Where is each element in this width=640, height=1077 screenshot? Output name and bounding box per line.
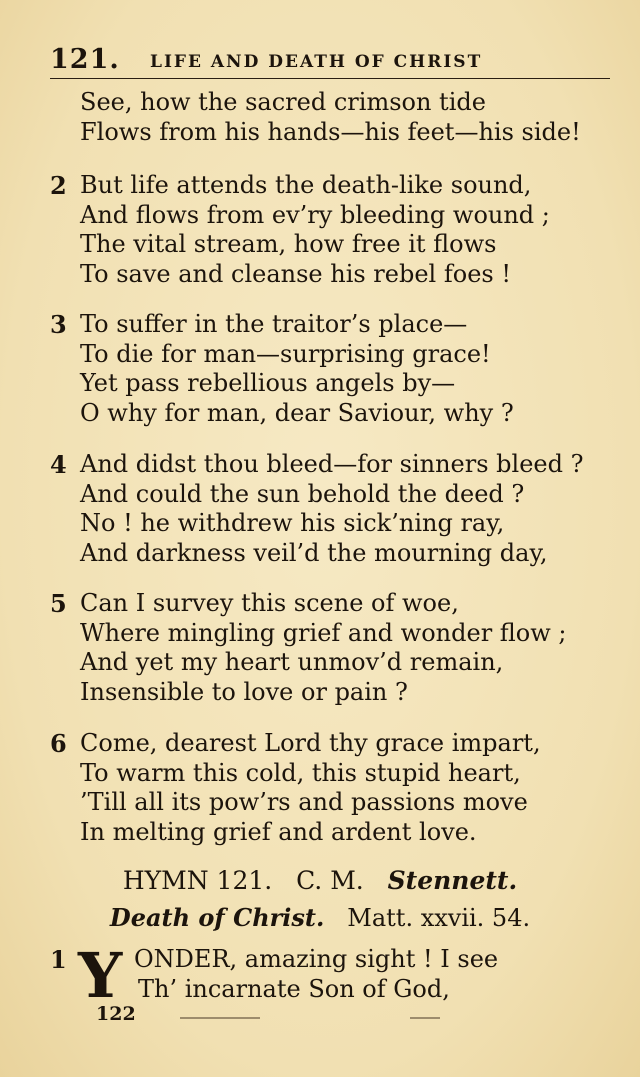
stanza-number: 3 (50, 310, 67, 339)
verse-line: To die for man—surprising grace! (80, 339, 491, 368)
verse-line: See, how the sacred crimson tide (80, 88, 486, 116)
verse-line: But life attends the death-like sound, (80, 171, 532, 199)
verse-line: Th’ incarnate Son of God, (138, 975, 450, 1003)
stanza-2 (50, 171, 610, 289)
verse-line: To save and cleanse his rebel foes ! (80, 259, 511, 288)
hymn-scripture: Matt. xxvii. 54. (347, 904, 531, 932)
hymn-heading (0, 866, 640, 895)
running-title: LIFE AND DEATH OF CHRIST (150, 52, 483, 72)
verse-line: And could the sun behold the deed ? (80, 479, 525, 508)
verse-line: And yet my heart unmov’d remain, (80, 648, 504, 676)
verse-line: And darkness veil’d the mourning day, (80, 538, 548, 567)
verse-line: Yet pass rebellious angels by— (80, 369, 456, 397)
stanza-number: 2 (50, 171, 67, 200)
hymn-author: Stennett. (387, 866, 518, 895)
verse-line: In melting grief and ardent love. (80, 817, 477, 846)
hymn-subject: Death of Christ. (109, 903, 325, 932)
stanza-number: 5 (50, 589, 67, 618)
stanza-5 (50, 589, 610, 707)
stanza-3 (50, 310, 610, 428)
verse-line: Come, dearest Lord thy grace impart, (80, 729, 541, 757)
verse-line: Flows from his hands—his feet—his side! (80, 117, 581, 146)
stanza-number: 1 (50, 945, 67, 974)
signature-mark: 122 (96, 1003, 136, 1025)
verse-line: And didst thou bleed—for sinners bleed ? (80, 450, 584, 478)
verse-line: O why for man, dear Saviour, why ? (80, 398, 514, 427)
hymn-title: HYMN 121. (122, 866, 273, 895)
footer-rule (180, 1016, 460, 1020)
stanza-6 (50, 729, 610, 847)
verse-line: And flows from ev’ry bleeding wound ; (80, 200, 550, 229)
stanza-number: 6 (50, 729, 67, 758)
page-header (50, 44, 610, 79)
intro-lines (50, 88, 610, 147)
stanza-4 (50, 450, 610, 568)
verse-line: To warm this cold, this stupid heart, (80, 758, 521, 787)
verse-line: The vital stream, how free it flows (80, 230, 497, 258)
page-number: 121. (50, 44, 120, 75)
hymn-meter: C. M. (296, 866, 364, 895)
verse-line: No ! he withdrew his sick’ning ray, (80, 509, 505, 537)
drop-cap: Y (78, 939, 123, 1012)
hymn-subheading (0, 903, 640, 932)
verse-line: Can I survey this scene of woe, (80, 589, 459, 617)
verse-line: ’Till all its pow’rs and passions move (80, 788, 528, 816)
verse-line: To suffer in the traitor’s place— (80, 310, 468, 338)
verse-line: Where mingling grief and wonder flow ; (80, 618, 567, 647)
verse-line: ONDER, amazing sight ! I see (134, 945, 499, 973)
verse-line: Insensible to love or pain ? (80, 677, 408, 706)
stanza-number: 4 (50, 450, 67, 479)
